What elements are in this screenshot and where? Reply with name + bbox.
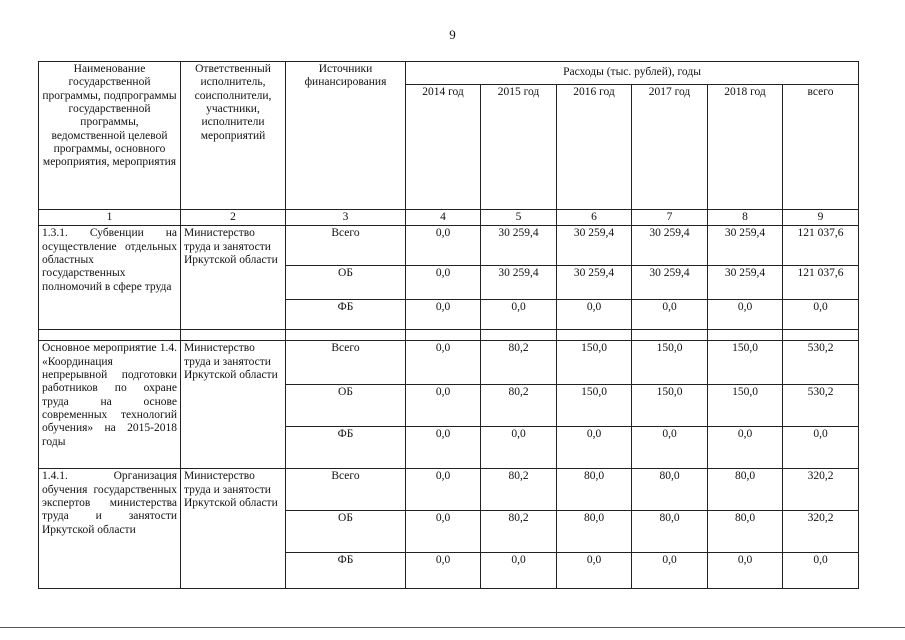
- group-separator: [39, 330, 859, 341]
- value-cell: 80,2: [481, 511, 557, 553]
- value-cell: 80,0: [557, 469, 632, 511]
- column-number: 1: [39, 210, 181, 226]
- value-cell: 80,2: [481, 469, 557, 511]
- value-cell: 0,0: [406, 385, 481, 427]
- header-year: 2016 год: [557, 85, 632, 210]
- program-name: 1.3.1. Субвенции на осуществление отдельных областных государственных полномочий в сфере труда: [39, 226, 181, 330]
- funding-source: ОБ: [286, 266, 406, 300]
- responsible-executor: Министерство труда и занятости Иркутской области: [181, 341, 286, 469]
- header-responsible: Ответственный исполнитель, соисполнители, участники, исполнители мероприятий: [181, 62, 286, 210]
- value-cell: 0,0: [783, 553, 859, 589]
- funding-source: Всего: [286, 341, 406, 385]
- value-cell: 30 259,4: [557, 226, 632, 266]
- value-cell: 150,0: [557, 385, 632, 427]
- header-year: 2018 год: [708, 85, 783, 210]
- value-cell: 150,0: [708, 341, 783, 385]
- value-cell: 320,2: [783, 469, 859, 511]
- value-cell: 0,0: [557, 300, 632, 330]
- value-cell: 0,0: [406, 300, 481, 330]
- value-cell: 80,0: [632, 469, 708, 511]
- header-sources: Источники финансирования: [286, 62, 406, 210]
- value-cell: 0,0: [481, 427, 557, 469]
- value-cell: 30 259,4: [481, 226, 557, 266]
- header-year: 2017 год: [632, 85, 708, 210]
- value-cell: 30 259,4: [481, 266, 557, 300]
- value-cell: 0,0: [406, 341, 481, 385]
- value-cell: 0,0: [783, 300, 859, 330]
- value-cell: 0,0: [708, 300, 783, 330]
- responsible-executor: Министерство труда и занятости Иркутской области: [181, 226, 286, 330]
- value-cell: 0,0: [632, 553, 708, 589]
- funding-source: ФБ: [286, 553, 406, 589]
- value-cell: 80,2: [481, 385, 557, 427]
- value-cell: 0,0: [708, 553, 783, 589]
- value-cell: 0,0: [557, 553, 632, 589]
- header-year: 2014 год: [406, 85, 481, 210]
- header-year: 2015 год: [481, 85, 557, 210]
- column-number: 8: [708, 210, 783, 226]
- value-cell: 0,0: [481, 300, 557, 330]
- page-number: 9: [449, 27, 456, 42]
- funding-source: ОБ: [286, 511, 406, 553]
- value-cell: 30 259,4: [708, 266, 783, 300]
- value-cell: 121 037,6: [783, 226, 859, 266]
- value-cell: 80,0: [708, 469, 783, 511]
- value-cell: 30 259,4: [632, 266, 708, 300]
- funding-source: Всего: [286, 226, 406, 266]
- funding-source: ФБ: [286, 427, 406, 469]
- header-expenses: Расходы (тыс. рублей), годы: [406, 62, 859, 85]
- value-cell: 80,0: [708, 511, 783, 553]
- value-cell: 80,0: [557, 511, 632, 553]
- value-cell: 0,0: [557, 427, 632, 469]
- value-cell: 0,0: [406, 266, 481, 300]
- column-number: 5: [481, 210, 557, 226]
- value-cell: 0,0: [632, 427, 708, 469]
- value-cell: 150,0: [632, 341, 708, 385]
- value-cell: 0,0: [406, 226, 481, 266]
- value-cell: 121 037,6: [783, 266, 859, 300]
- column-number: 6: [557, 210, 632, 226]
- value-cell: 30 259,4: [708, 226, 783, 266]
- column-number: 2: [181, 210, 286, 226]
- program-name: 1.4.1. Организация обучения государственных экспертов министерства труда и занятости Иркутской области: [39, 469, 181, 589]
- column-numbers-row: [39, 210, 859, 226]
- program-name: Основное мероприятие 1.4. «Координация непрерывной подготовки работников по охране труда на основе современных технологий обучения» на 2015-2018 годы: [39, 341, 181, 469]
- funding-source: ФБ: [286, 300, 406, 330]
- value-cell: 0,0: [481, 553, 557, 589]
- value-cell: 80,2: [481, 341, 557, 385]
- value-cell: 0,0: [406, 427, 481, 469]
- value-cell: 150,0: [557, 341, 632, 385]
- header-total: всего: [783, 85, 859, 210]
- funding-source: ОБ: [286, 385, 406, 427]
- table-row: [39, 469, 859, 511]
- responsible-executor: Министерство труда и занятости Иркутской области: [181, 469, 286, 589]
- value-cell: 80,0: [632, 511, 708, 553]
- table-row: [39, 341, 859, 385]
- column-number: 3: [286, 210, 406, 226]
- value-cell: 30 259,4: [632, 226, 708, 266]
- value-cell: 0,0: [783, 427, 859, 469]
- value-cell: 150,0: [632, 385, 708, 427]
- funding-source: Всего: [286, 469, 406, 511]
- value-cell: 30 259,4: [557, 266, 632, 300]
- value-cell: 0,0: [406, 553, 481, 589]
- column-number: 4: [406, 210, 481, 226]
- table-row: [39, 226, 859, 266]
- value-cell: 0,0: [708, 427, 783, 469]
- value-cell: 320,2: [783, 511, 859, 553]
- column-number: 9: [783, 210, 859, 226]
- value-cell: 0,0: [632, 300, 708, 330]
- header-name: Наименование государственной программы, подпрограммы государственной программы, ведомственной целевой программы, основного мероприятия, мероприятия: [39, 62, 181, 210]
- value-cell: 530,2: [783, 385, 859, 427]
- value-cell: 530,2: [783, 341, 859, 385]
- value-cell: 0,0: [406, 469, 481, 511]
- value-cell: 150,0: [708, 385, 783, 427]
- page-bottom-rule: [0, 627, 905, 628]
- value-cell: 0,0: [406, 511, 481, 553]
- budget-table: [38, 61, 859, 589]
- column-number: 7: [632, 210, 708, 226]
